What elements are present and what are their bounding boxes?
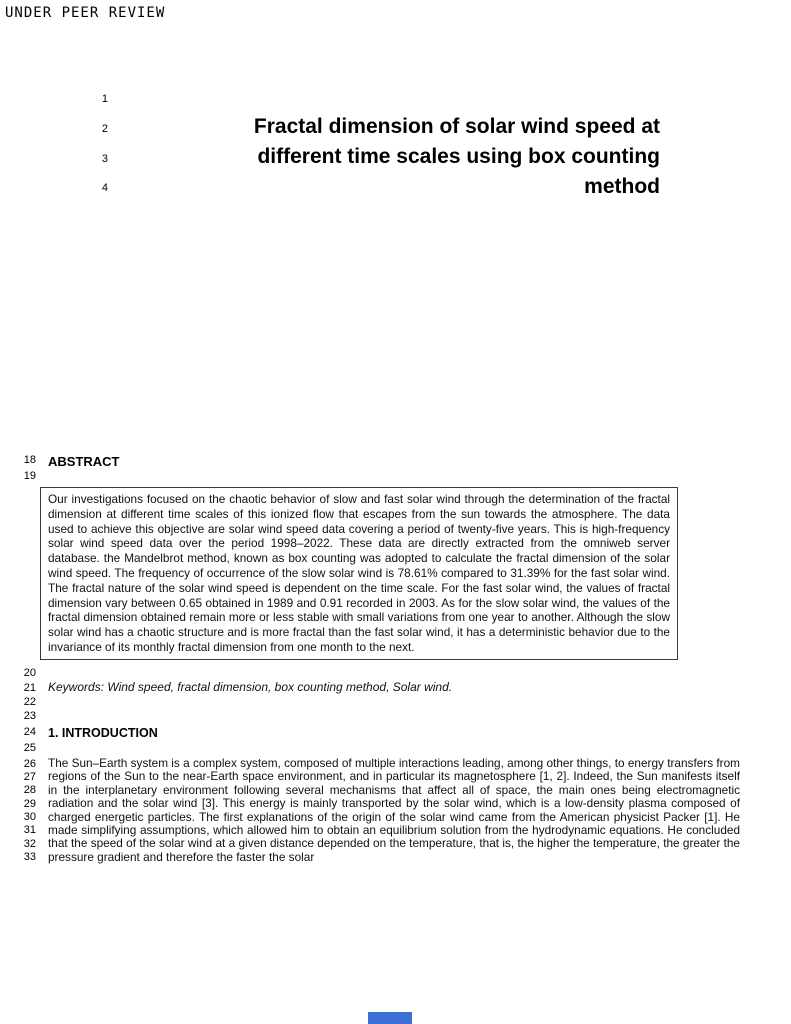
line-number: 31: [23, 824, 36, 836]
introduction-paragraph: The Sun–Earth system is a complex system, composed of multiple interactions leading, among other things, to energy transfers from regions of the Sun to the near-Earth space environment, and in particular its magnetosphere [1, 2]. Indeed, the Sun manifests itself in the interplanetary environment following several mechanisms that affect all of space, the main ones being electromagnetic radiation and the solar wind [3]. This energy is mainly transported by the solar wind, which is a low-density plasma composed of charged energetic particles. The first explanations of the origin of the solar wind came from the American physicist Packer [1]. He made simplifying assumptions, which allowed him to obtain an equilibrium solution from the hydrodynamic equations. He concluded that the speed of the solar wind at a given distance depended on the temperature, that is, the higher the temperature, the greater the pressure gradient and therefore the faster the solar: [48, 756, 740, 864]
abstract-body-box: Our investigations focused on the chaotic behavior of slow and fast solar wind through the determination of the fractal dimension at different time scales of this ionized flow that escapes from the sun towards the atmosphere. The data used to achieve this objective are solar wind speed data covering a period of twenty-five years. This is high-frequency solar wind speed data over the period 1998–2022. These data are directly extracted from the omniweb server database. the Mandelbrot method, known as box counting was adopted to calculate the fractal dimension of the solar wind speed. The frequency of occurrence of the slow solar wind is 78.61% compared to 31.39% for the fast solar wind. The fractal nature of the solar wind speed is dependent on the time scale. For the fast solar wind, the values of fractal dimension vary between 0.65 obtained in 1989 and 0.91 recorded in 2003. As for the slow solar wind, the values of the fractal dimension obtained remain more or less stable with small variations from one year to another. Although the slow solar wind has a chaotic structure and is more fractal than the fast solar wind, it has a deterministic behavior due to the invariance of its monthly fractal dimension from one month to the next.: [40, 487, 678, 660]
line-number: 22: [23, 696, 36, 708]
line-number: 26: [23, 758, 36, 770]
line-number: 2: [101, 123, 108, 135]
line-number: 27: [23, 771, 36, 783]
peer-review-watermark: UNDER PEER REVIEW: [5, 5, 166, 21]
line-number: 3: [101, 153, 108, 165]
line-number: 1: [101, 93, 108, 105]
line-number: 24: [23, 726, 36, 738]
keywords-line: Keywords: Wind speed, fractal dimension, box counting method, Solar wind.: [48, 680, 453, 694]
paper-title-line-3: method: [584, 175, 660, 198]
line-number: 21: [23, 682, 36, 694]
footer-link-fragment[interactable]: [368, 1012, 412, 1024]
line-number: 23: [23, 710, 36, 722]
introduction-heading: 1. INTRODUCTION: [48, 726, 158, 740]
paper-title: [150, 112, 660, 202]
line-number: 30: [23, 811, 36, 823]
paper-title-line-1: Fractal dimension of solar wind speed at: [253, 115, 660, 138]
line-number: 29: [23, 798, 36, 810]
line-number: 4: [101, 182, 108, 194]
paper-title-line-2: different time scales using box counting: [257, 145, 660, 168]
abstract-heading: ABSTRACT: [48, 454, 120, 469]
line-number: 33: [23, 851, 36, 863]
line-number: 28: [23, 784, 36, 796]
line-number: 25: [23, 742, 36, 754]
line-number: 18: [23, 454, 36, 466]
line-number: 20: [23, 667, 36, 679]
line-number: 32: [23, 838, 36, 850]
line-number: 19: [23, 470, 36, 482]
